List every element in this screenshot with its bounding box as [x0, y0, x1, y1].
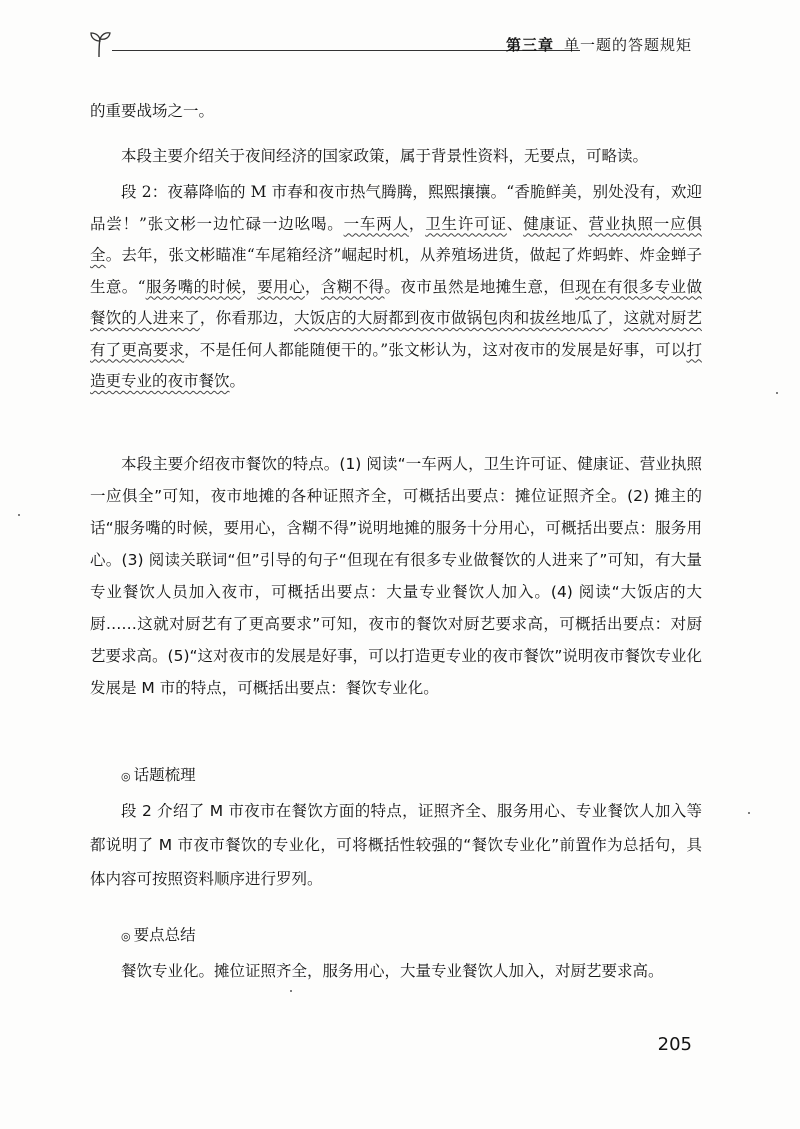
- text-run: 。: [229, 372, 246, 390]
- running-header: [88, 30, 692, 60]
- analysis-paragraph-2: [90, 448, 702, 704]
- underlined-phrase: 一车两人: [343, 214, 409, 233]
- topic-heading-text: 话题梳理: [133, 766, 196, 784]
- scan-speck: [18, 514, 20, 516]
- source-text-block-top: [90, 96, 702, 128]
- summary-heading: [90, 918, 702, 954]
- text-run: ，: [241, 277, 258, 296]
- text-run: 段 2：夜幕降临的 M 市春和夜市热气腾腾，熙熙攘攘。“香脆鲜美，别处没有，欢迎品尝！”张文彬一边忙碌一边吆喝。: [90, 183, 702, 233]
- text-run: 、: [506, 214, 524, 233]
- text-run: ，不是任何人都能随便干的。”张文彬认为，这对夜市的发展是好事，可以: [184, 340, 687, 359]
- page-number: 205: [657, 1034, 692, 1055]
- chapter-heading: [506, 34, 692, 55]
- bullet-icon: ◎: [121, 930, 131, 943]
- topic-section: [90, 758, 702, 896]
- bullet-icon: ◎: [121, 770, 131, 783]
- underlined-phrase: 卫生许可证: [425, 214, 507, 233]
- text-run: 。夜市虽然是地摊生意，但: [384, 277, 576, 296]
- underlined-phrase: 打造更专业的夜市餐饮: [90, 340, 702, 390]
- underlined-phrase: 现在有很多专业做餐饮的人进来了: [90, 277, 702, 327]
- analysis-paragraph-1: [90, 141, 702, 173]
- text-run: ，: [304, 277, 321, 296]
- topic-text: 段 2 介绍了 M 市夜市在餐饮方面的特点，证照齐全、服务用心、专业餐饮人加入等都说明了 M 市夜市餐饮的专业化，可将概括性较强的“餐饮专业化”前置作为总括句，具体内容可按照资料顺序进行罗列。: [90, 802, 702, 888]
- summary-section: [90, 918, 702, 988]
- scan-speck: [776, 392, 778, 394]
- continuation-line: 的重要战场之一。: [90, 102, 215, 120]
- summary-text: 餐饮专业化。摊位证照齐全，服务用心，大量专业餐饮人加入，对厨艺要求高。: [121, 962, 664, 980]
- scan-speck: [290, 990, 292, 992]
- source-text: [90, 177, 702, 398]
- text-run: ，: [408, 214, 426, 233]
- underlined-phrase: 要用心: [257, 277, 305, 296]
- underlined-phrase: 含糊不得: [320, 277, 385, 296]
- text-run: 。去年，张文彬瞄准“车尾箱经济”崛起时机，从养殖场进货，做起了炸蚂蚱、炸金蝉子生意。“: [90, 246, 702, 296]
- underlined-phrase: 大饭店的大厨都到夜市做锅包肉和拔丝地瓜了: [294, 309, 608, 327]
- source-paragraph-2: [90, 177, 702, 398]
- sprout-icon: [88, 30, 112, 58]
- text-run: 、: [572, 214, 589, 233]
- text-run: ，你看那边，: [199, 309, 295, 327]
- underlined-phrase: 营业执照一应俱全: [90, 214, 702, 264]
- topic-heading: [90, 758, 702, 794]
- chapter-title: 单一题的答题规矩: [563, 36, 692, 54]
- underlined-phrase: 这就对厨艺有了更高要求: [90, 309, 702, 359]
- analysis-text: 本段主要介绍关于夜间经济的国家政策，属于背景性资料，无要点，可略读。: [121, 147, 649, 165]
- chapter-number: 第三章: [505, 36, 554, 54]
- scan-speck: [748, 812, 750, 814]
- analysis-text: 本段主要介绍夜市餐饮的特点。(1) 阅读“一车两人，卫生许可证、健康证、营业执照一应俱全”可知，夜市地摊的各种证照齐全，可概括出要点：摊位证照齐全。(2) 摊主的话“服务嘴的时候，要用心，含糊不得”说明地摊的服务十分用心，可概括出要点：服务用心。(3) 阅读关联词“但”引导的句子“但现在有很多专业做餐饮的人进来了”可知，有大量专业餐饮人员加入夜市，可概括出要点：大量专业餐饮人加入。(4) 阅读“大饭店的大厨……这就对厨艺有了更高要求”可知，夜市的餐饮对厨艺要求高，可概括出要点：对厨艺要求高。(5)“这对夜市的发展是好事，可以打造更专业的夜市餐饮”说明夜市餐饮专业化发展是 M 市的特点，可概括出要点：餐饮专业化。: [90, 455, 702, 697]
- summary-heading-text: 要点总结: [133, 926, 196, 944]
- text-run: ，: [607, 309, 624, 327]
- underlined-phrase: 服务嘴的时候: [145, 277, 242, 296]
- underlined-phrase: 健康证: [523, 214, 573, 233]
